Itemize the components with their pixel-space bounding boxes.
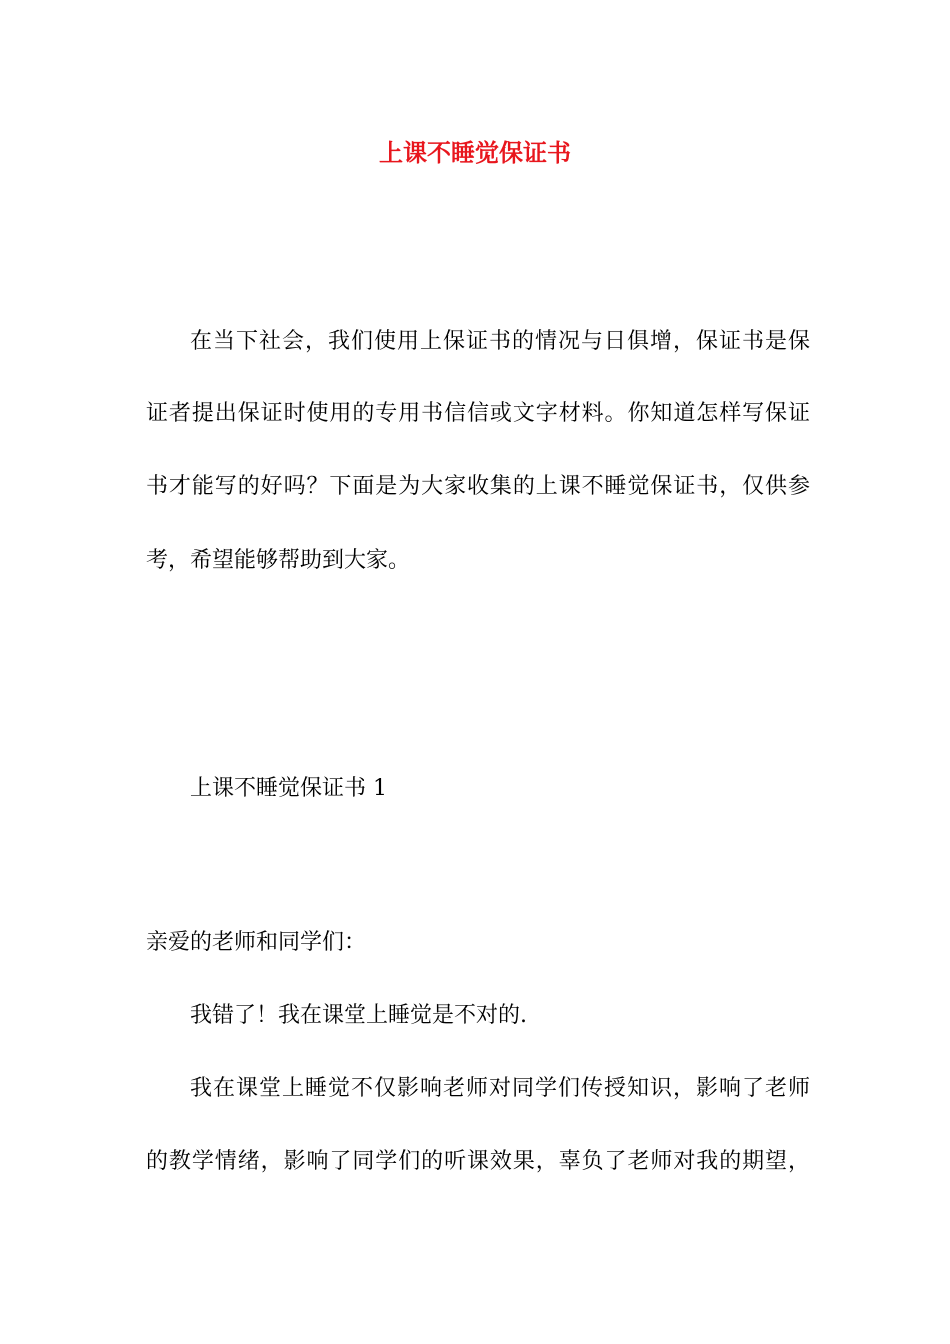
intro-line-2: 证者提出保证时使用的专用书信信或文字材料。你知道怎样写保证 [146,401,810,426]
intro-line-4: 考，希望能够帮助到大家。 [146,548,411,573]
section-heading: 上课不睡觉保证书 1 [190,776,387,801]
paragraph-2-line-1: 我在课堂上睡觉不仅影响老师对同学们传授知识，影响了老师 [190,1076,810,1101]
document-title: 上课不睡觉保证书 [379,138,571,167]
intro-line-3: 书才能写的好吗？下面是为大家收集的上课不睡觉保证书，仅供参 [146,474,810,499]
salutation: 亲爱的老师和同学们： [146,930,367,955]
intro-line-1: 在当下社会，我们使用上保证书的情况与日俱增，保证书是保 [190,329,810,354]
paragraph-1: 我错了！我在课堂上睡觉是不对的. [190,1003,527,1028]
paragraph-2-line-2: 的教学情绪，影响了同学们的听课效果，辜负了老师对我的期望， [146,1149,810,1174]
